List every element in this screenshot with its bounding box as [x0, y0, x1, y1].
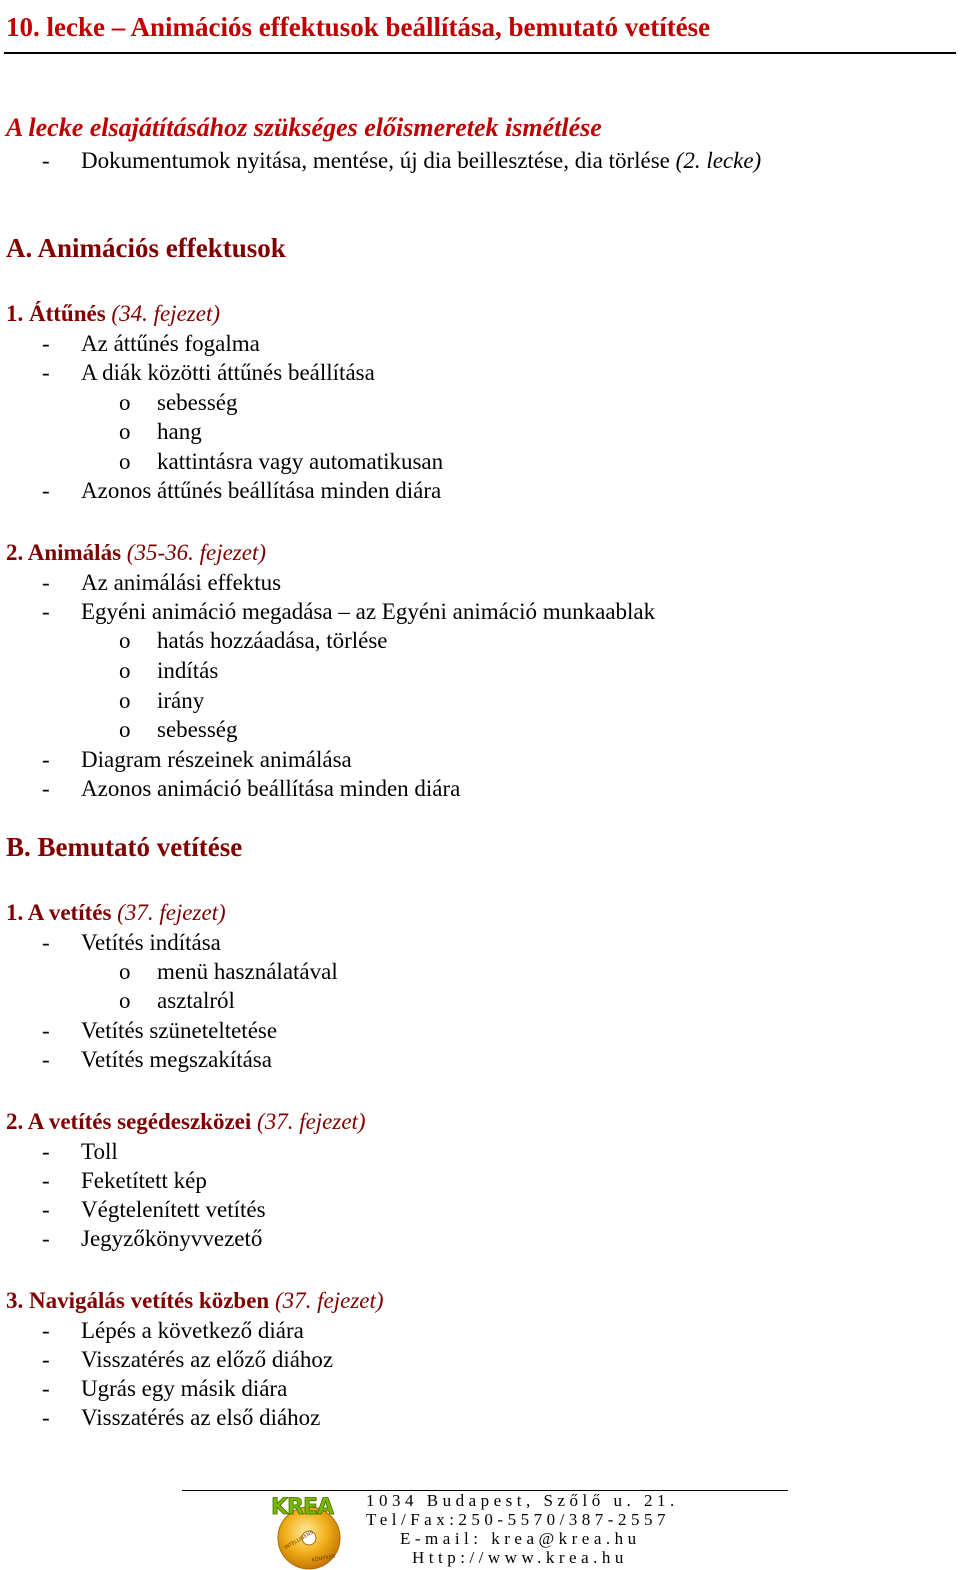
subsection-b3-heading [6, 1286, 384, 1316]
sub-list-item-text: sebesség [157, 390, 238, 415]
list-item-text: Vetítés indítása [81, 930, 221, 955]
sub-list-item-text: sebesség [157, 717, 238, 742]
prerequisites-heading: A lecke elsajátításához szükséges előismeretek ismétlése [6, 113, 602, 142]
list-item-text: Diagram részeinek animálása [81, 747, 352, 772]
list-item-text: A diák közötti áttűnés beállítása [81, 360, 375, 385]
subsection-title: 1. A vetítés [6, 900, 112, 925]
sub-list-item-text: hang [157, 419, 202, 444]
list-item-text: Az áttűnés fogalma [81, 331, 260, 356]
dash-bullet: - [42, 599, 50, 624]
dash-bullet: - [42, 747, 50, 772]
circle-bullet: o [119, 688, 131, 713]
dash-bullet: - [42, 478, 50, 503]
list-item-text: Azonos áttűnés beállítása minden diára [81, 478, 442, 503]
dash-bullet: - [42, 1197, 50, 1222]
dash-bullet: - [42, 331, 50, 356]
circle-bullet: o [119, 390, 131, 415]
circle-bullet: o [119, 449, 131, 474]
subsection-b1-heading [6, 898, 226, 928]
circle-bullet: o [119, 959, 131, 984]
chapter-ref: (34. fejezet) [111, 301, 220, 326]
subsection-title: 1. Áttűnés [6, 301, 106, 326]
dash-bullet: - [42, 360, 50, 385]
list-item-text: Az animálási effektus [81, 570, 282, 595]
dash-bullet: - [42, 1168, 50, 1193]
sub-list-item-text: kattintásra vagy automatikusan [157, 449, 444, 474]
chapter-ref: (35-36. fejezet) [126, 540, 267, 565]
list-item-text: Jegyzőkönyvvezető [81, 1226, 263, 1251]
dash-bullet: - [42, 148, 50, 173]
page-title: 10. lecke – Animációs effektusok beállítása, bemutató vetítése [6, 12, 711, 42]
subsection-b2-heading [6, 1107, 366, 1137]
title-divider [4, 52, 956, 54]
footer-address: 1034 Budapest, Szőlő u. 21. [366, 1491, 679, 1510]
dash-bullet: - [42, 1018, 50, 1043]
circle-bullet: o [119, 717, 131, 742]
dash-bullet: - [42, 1376, 50, 1401]
list-item-text: Visszatérés az előző diához [81, 1347, 334, 1372]
dash-bullet: - [42, 1226, 50, 1251]
circle-bullet: o [119, 988, 131, 1013]
list-item-text: Feketített kép [81, 1168, 207, 1193]
subsection-title: 2. Animálás [6, 540, 122, 565]
svg-text:KREA: KREA [271, 1495, 334, 1520]
dash-bullet: - [42, 930, 50, 955]
krea-logo [266, 1491, 352, 1570]
chapter-ref: (37. fejezet) [274, 1288, 384, 1313]
dash-bullet: - [42, 1047, 50, 1072]
dash-bullet: - [42, 1405, 50, 1430]
footer-phone: Tel/Fax:250-5570/387-2557 [366, 1510, 670, 1529]
dash-bullet: - [42, 1139, 50, 1164]
list-item-text: Visszatérés az első diához [81, 1405, 321, 1430]
sub-list-item-text: asztalról [157, 988, 235, 1013]
section-b-heading: B. Bemutató vetítése [6, 832, 243, 862]
list-item-text: Ugrás egy másik diára [81, 1376, 288, 1401]
prerequisite-ref: (2. lecke) [675, 148, 762, 173]
list-item-text: Azonos animáció beállítása minden diára [81, 776, 461, 801]
dash-bullet: - [42, 1318, 50, 1343]
circle-bullet: o [119, 658, 131, 683]
chapter-ref: (37. fejezet) [257, 1109, 366, 1134]
prerequisite-text: Dokumentumok nyitása, mentése, új dia beillesztése, dia törlése [81, 148, 670, 173]
dash-bullet: - [42, 1347, 50, 1372]
subsection-a1-heading [6, 299, 220, 329]
svg-text:KÖNYVEK: KÖNYVEK [311, 1553, 336, 1564]
list-item-text: Vetítés szüneteltetése [81, 1018, 278, 1043]
svg-text:INTELLIGENS: INTELLIGENS [283, 1529, 315, 1551]
list-item-text: Vetítés megszakítása [81, 1047, 272, 1072]
section-a-heading: A. Animációs effektusok [6, 233, 286, 263]
dash-bullet: - [42, 570, 50, 595]
dash-bullet: - [42, 776, 50, 801]
sub-list-item-text: indítás [157, 658, 219, 683]
circle-bullet: o [119, 628, 131, 653]
chapter-ref: (37. fejezet) [117, 900, 226, 925]
circle-bullet: o [119, 419, 131, 444]
subsection-a2-heading [6, 538, 266, 568]
footer-email: E-mail: krea@krea.hu [400, 1529, 641, 1548]
sub-list-item-text: hatás hozzáadása, törlése [157, 628, 388, 653]
footer-website: Http://www.krea.hu [412, 1548, 628, 1567]
sub-list-item-text: irány [157, 688, 205, 713]
list-item-text: Végtelenített vetítés [81, 1197, 266, 1222]
list-item-text: Egyéni animáció megadása – az Egyéni animáció munkaablak [81, 599, 656, 624]
subsection-title: 3. Navigálás vetítés közben [6, 1288, 270, 1313]
subsection-title: 2. A vetítés segédeszközei [6, 1109, 252, 1134]
list-item-text: Lépés a következő diára [81, 1318, 304, 1343]
sub-list-item-text: menü használatával [157, 959, 338, 984]
list-item-text: Toll [81, 1139, 118, 1164]
